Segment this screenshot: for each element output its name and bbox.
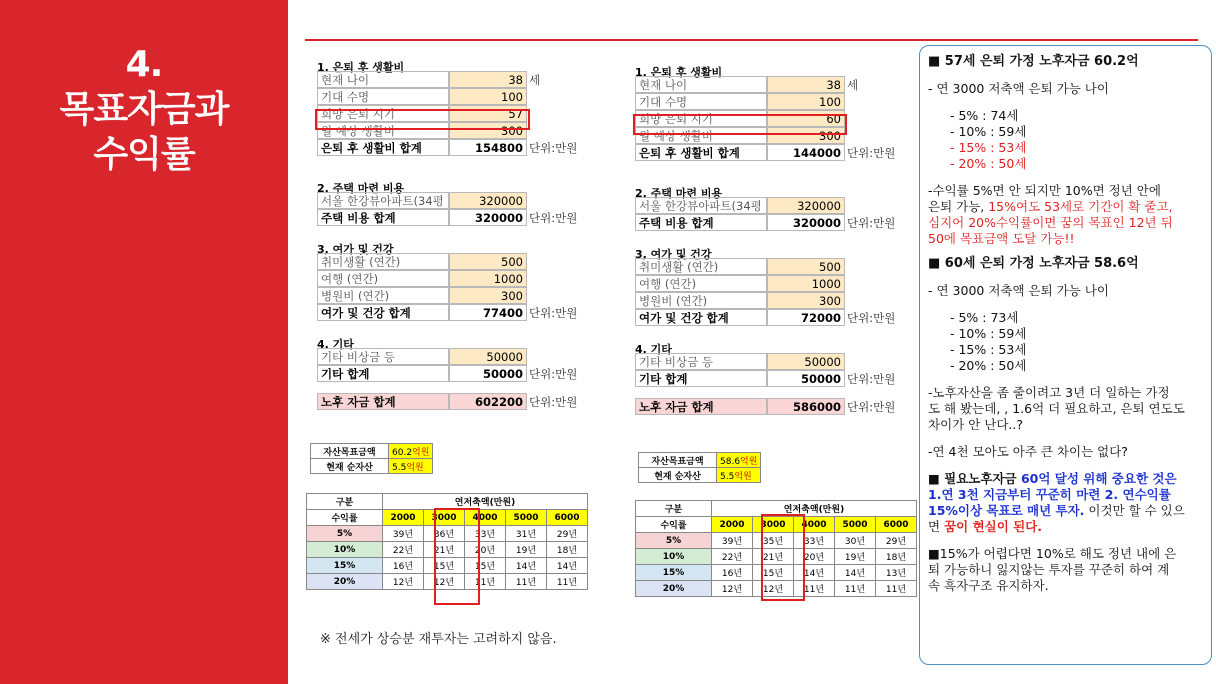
summary-p1: - 연 3000 저축액 은퇴 가능 나이	[928, 81, 1109, 96]
goal-table: 자산목표금액 58.6억원 현재 순자산 5.5억원	[638, 452, 761, 483]
rate-row: 10% 22년 21년 20년 19년 18년	[307, 542, 588, 558]
section-title: 3, 여가 및 건강	[635, 248, 712, 261]
summary-comment1: -수익률 5%면 안 되지만 10%면 정년 안에 은퇴 가능, 15%여도 53세로 기간이 확 줄고, 심지어 20%수익률이면 꿈의 목표인 12년 뒤 50에 목표금액 도달 가능!!	[928, 183, 1173, 246]
summary-list1: - 5% : 74세 - 10% : 59세 - 15% : 53세 - 20% : 50세	[950, 108, 1027, 171]
right-retire-age-highlight	[633, 114, 847, 135]
rate-row: 5% 39년 35년 33년 30년 29년	[636, 533, 917, 549]
left-3000-column-highlight	[434, 508, 480, 605]
summary-comment3: -연 4천 모아도 아주 큰 차이는 없다?	[928, 444, 1128, 459]
grand-total-row: 노후 자금 합계 602200 단위:만원	[317, 393, 577, 410]
sheet-row: 취미생활 (연간) 500	[635, 258, 895, 275]
total-row: 주택 비용 합계 320000 단위:만원	[635, 214, 895, 231]
summary-box	[919, 45, 1212, 665]
sheet-row: 기대 수명 100	[317, 88, 577, 105]
sheet-row: 기타 비상금 등 50000	[635, 353, 895, 370]
section-title: 1. 은퇴 후 생활비	[317, 61, 405, 74]
rate-row: 15% 16년 15년 15년 14년 14년	[307, 558, 588, 574]
sheet-row: 서울 한강뷰아파트(34평 320000	[635, 197, 895, 214]
section-title: 1. 은퇴 후 생활비	[635, 66, 723, 79]
summary-p2: - 연 3000 저축액 은퇴 가능 나이	[928, 283, 1109, 298]
total-row: 여가 및 건강 합계 77400 단위:만원	[317, 304, 577, 321]
sheet-row: 희망 은퇴 시기 57	[317, 105, 577, 122]
sheet-row: 병원비 (연간) 300	[317, 287, 577, 304]
sheet-row: 희망 은퇴 시기 60	[635, 110, 895, 127]
right-rate-table: 구분 연저축액(만원) 수익률 2000 3000 4000 5000 6000 5% 39년 35년 33년 30년 29년 10% 22년 21년 20년 19년 18년 15% 16년 15년 14년 14년 13년 20% 12년 12년 11년 11년 11년	[635, 500, 917, 597]
section-title: 4. 기타	[635, 343, 672, 356]
rate-row: 20% 12년 12년 11년 11년 11년	[307, 574, 588, 590]
sheet-row: 기대 수명 100	[635, 93, 895, 110]
sheet-row: 월 예상 생활비 300	[635, 127, 895, 144]
sheet-row: 서울 한강뷰아파트(34평 320000	[317, 192, 577, 209]
total-row: 기타 합계 50000 단위:만원	[635, 370, 895, 387]
total-row: 은퇴 후 생활비 합계 154800 단위:만원	[317, 139, 577, 156]
summary-comment5: ■15%가 어렵다면 10%로 해도 정년 내에 은 퇴 가능하니 잃지않는 투자를 꾸준히 하여 계 속 흑자구조 유지하자.	[928, 546, 1177, 593]
summary-list2: - 5% : 73세 - 10% : 59세 - 15% : 53세 - 20% : 50세	[950, 310, 1027, 373]
summary-comment4: ■ 필요노후자금 60억 달성 위해 중요한 것은 1.연 3천 지금부터 꾸준히 마련 2. 연수익률 15%이상 목표로 매년 투자. 이것만 할 수 있으 면 꿈이 현실이 된다.	[928, 471, 1185, 534]
sheet-row: 월 예상 생활비 300	[317, 122, 577, 139]
total-row: 여가 및 건강 합계 72000 단위:만원	[635, 309, 895, 326]
section-title: 3, 여가 및 건강	[317, 243, 394, 256]
grand-total-row: 노후 자금 합계 586000 단위:만원	[635, 398, 895, 415]
right-3000-column-highlight	[761, 514, 805, 601]
rate-row: 20% 12년 12년 11년 11년 11년	[636, 581, 917, 597]
section-title: 4. 기타	[317, 338, 354, 351]
left-retire-age-highlight	[315, 109, 530, 130]
summary-heading-57: ■ 57세 은퇴 가정 노후자금 60.2억	[928, 54, 1139, 69]
sheet-row: 여행 (연간) 1000	[317, 270, 577, 287]
summary-heading-60: ■ 60세 은퇴 가정 노후자금 58.6억	[928, 256, 1139, 271]
section-title: 2. 주택 마련 비용	[635, 187, 723, 200]
top-divider	[305, 39, 1198, 41]
sheet-row: 현재 나이 38 세	[635, 76, 895, 93]
slide-title: 4. 목표자금과 수익률	[59, 44, 229, 175]
footnote: ※ 전세가 상승분 재투자는 고려하지 않음.	[320, 632, 557, 647]
sheet-row: 병원비 (연간) 300	[635, 292, 895, 309]
left-rate-table: 구분 연저축액(만원) 수익률 2000 3000 4000 5000 6000 5% 39년 36년 33년 31년 29년 10% 22년 21년 20년 19년 18년 15% 16년 15년 15년 14년 14년 20% 12년 12년 11년 11년 11년	[306, 493, 588, 590]
sheet-row: 기타 비상금 등 50000	[317, 348, 577, 365]
sheet-row: 현재 나이 38 세	[317, 71, 577, 88]
rate-row: 5% 39년 36년 33년 31년 29년	[307, 526, 588, 542]
sheet-row: 여행 (연간) 1000	[635, 275, 895, 292]
goal-table: 자산목표금액 60.2억원 현재 순자산 5.5억원	[310, 443, 433, 474]
rate-row: 10% 22년 21년 20년 19년 18년	[636, 549, 917, 565]
title-panel	[0, 0, 288, 684]
section-title: 2. 주택 마련 비용	[317, 182, 405, 195]
total-row: 기타 합계 50000 단위:만원	[317, 365, 577, 382]
total-row: 은퇴 후 생활비 합계 144000 단위:만원	[635, 144, 895, 161]
total-row: 주택 비용 합계 320000 단위:만원	[317, 209, 577, 226]
summary-comment2: -노후자산을 좀 줄이려고 3년 더 일하는 가정 도 해 봤는데, , 1.6억 더 필요하고, 은퇴 연도도 차이가 안 난다..?	[928, 385, 1185, 432]
rate-row: 15% 16년 15년 14년 14년 13년	[636, 565, 917, 581]
sheet-row: 취미생활 (연간) 500	[317, 253, 577, 270]
